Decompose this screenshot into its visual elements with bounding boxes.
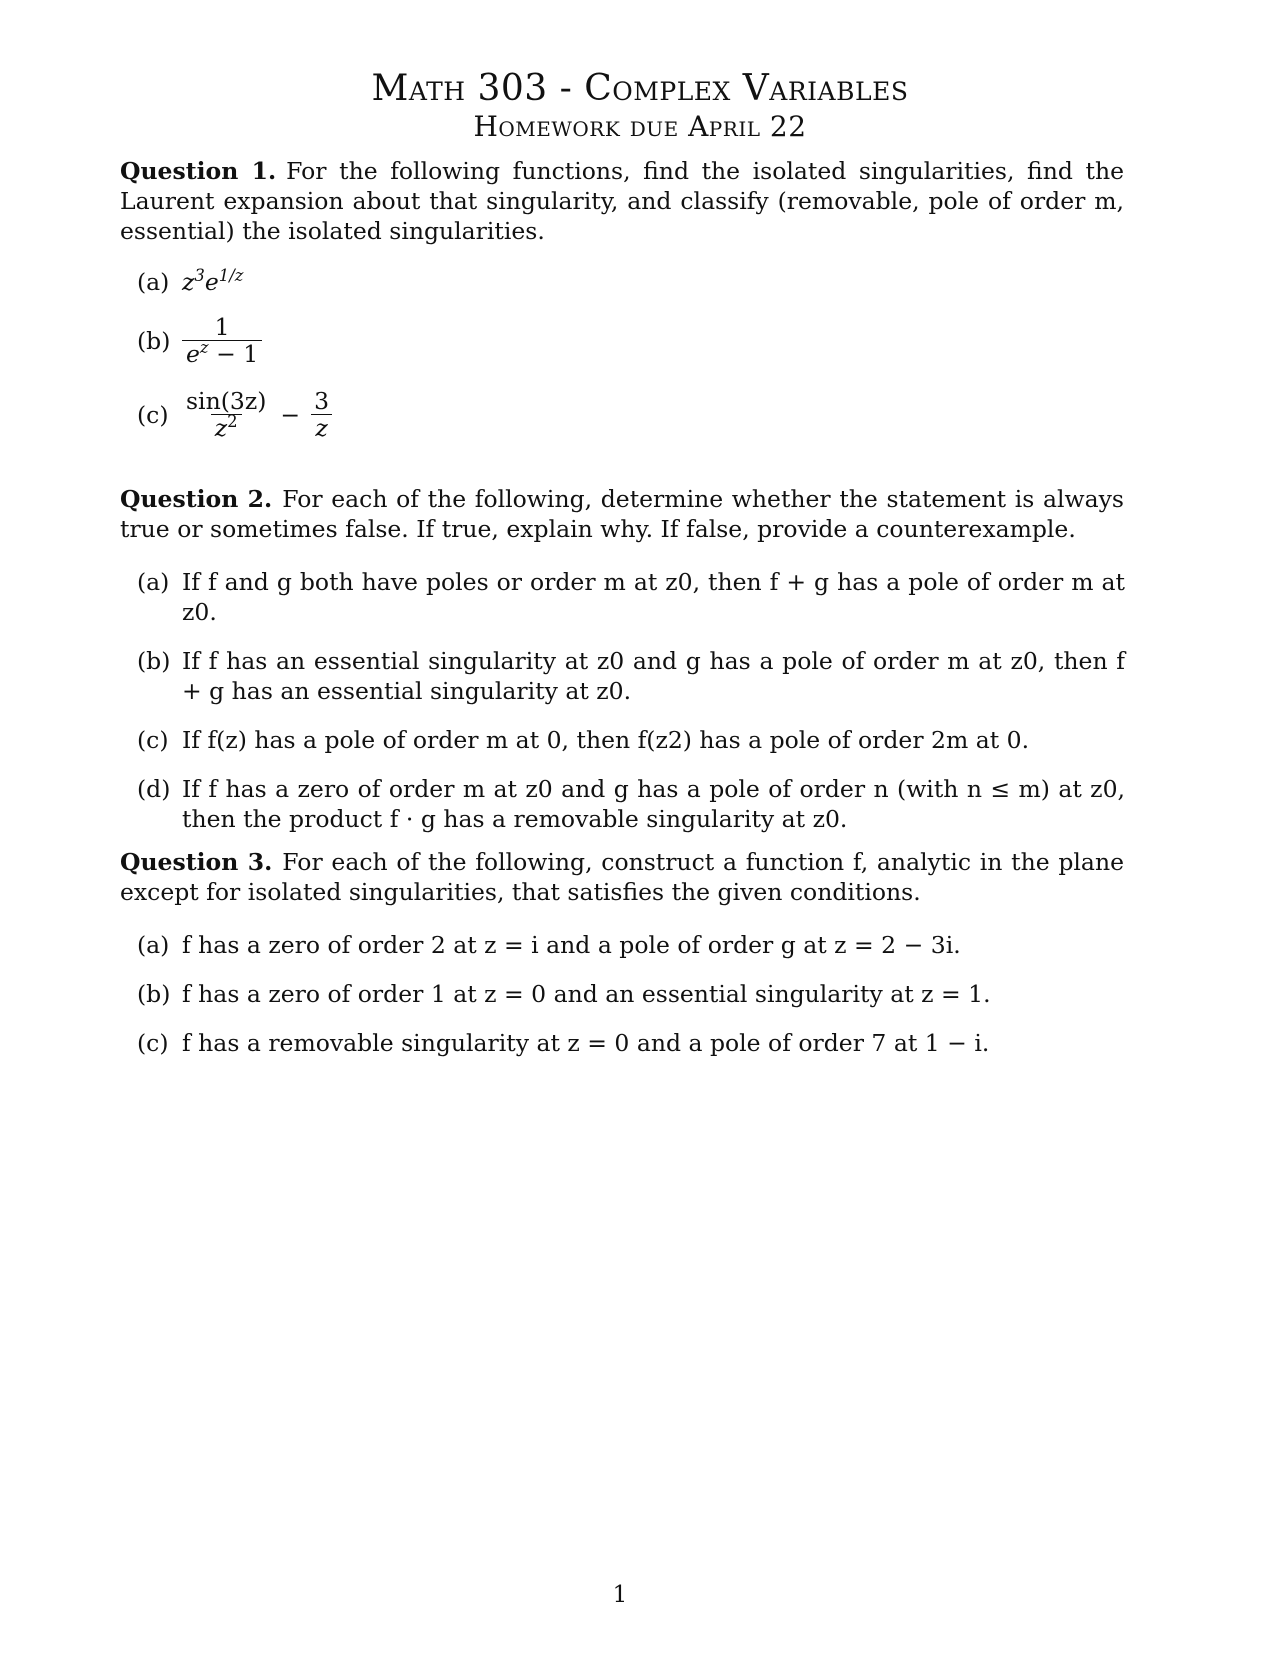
q1-item-c-fraction-2: $\frac{3}{z}$	[310, 388, 333, 441]
header	[0, 68, 1280, 144]
question-2-items	[137, 567, 1125, 853]
q1-item-a-label: (a)	[137, 268, 170, 296]
q1-item-a	[137, 268, 243, 296]
question-3-items	[137, 930, 1125, 1077]
q1-item-a-expr: $z^3e^{1/z}$	[182, 266, 244, 296]
question-3	[120, 847, 1124, 907]
question-1-text: For the following functions, find the isolated singularities, find the Laurent expansion about that singularity, and classify (removable, pole of order m, essential) the isolated singularities.	[120, 157, 1124, 245]
q1-item-c: (c) $\frac{\sin(3z)}{z^2}$ − $\frac{3}{z}$	[137, 388, 333, 441]
q3-item-c: (c) f has a removable singularity at z = 0 and a pole of order 7 at 1 − i.	[137, 1029, 990, 1057]
question-2-label: Question 2.	[120, 485, 273, 513]
page-number: 1	[612, 1582, 628, 1608]
q1-item-b-label: (b)	[137, 326, 171, 355]
q1-item-b-fraction: $\frac{1}{e^z - 1}$	[182, 314, 262, 367]
q1-item-b	[137, 314, 262, 367]
q2-item-c: (c) If f(z) has a pole of order m at 0, then f(z2) has a pole of order 2m at 0.	[137, 726, 1030, 754]
question-2	[120, 484, 1124, 544]
question-3-text: For each of the following, construct a function f, analytic in the plane except for isolated singularities, that satisfies the given conditions.	[120, 848, 1124, 906]
page-subtitle: Homework due April 22	[473, 110, 807, 143]
page-title: Math 303 - Complex Variables	[371, 68, 909, 109]
question-1	[120, 156, 1124, 246]
q3-item-b: (b) f has a zero of order 1 at z = 0 and an essential singularity at z = 1.	[137, 980, 991, 1008]
q1-item-c-fraction-1: $\frac{\sin(3z)}{z^2}$	[186, 387, 267, 442]
question-2-text: For each of the following, determine whether the statement is always true or sometimes false. If true, explain why. If false, provide a counterexample.	[120, 485, 1124, 543]
question-3-label: Question 3.	[120, 848, 273, 876]
q2-item-a: (a) If f and g both have poles or order m at z0, then f + g has a pole of order m at z0.	[137, 568, 1125, 626]
q3-item-a: (a) f has a zero of order 2 at z = i and a pole of order g at z = 2 − 3i.	[137, 931, 961, 959]
q2-item-b: (b) If f has an essential singularity at z0 and g has a pole of order m at z0, then f + g has an essential singularity at z0.	[137, 647, 1125, 705]
question-1-label: Question 1.	[120, 157, 277, 185]
q1-item-c-label: (c)	[137, 400, 169, 429]
q2-item-d: (d) If f has a zero of order m at z0 and g has a pole of order n (with n ≤ m) at z0, then the product f · g has a removable singularity at z0.	[137, 775, 1125, 833]
